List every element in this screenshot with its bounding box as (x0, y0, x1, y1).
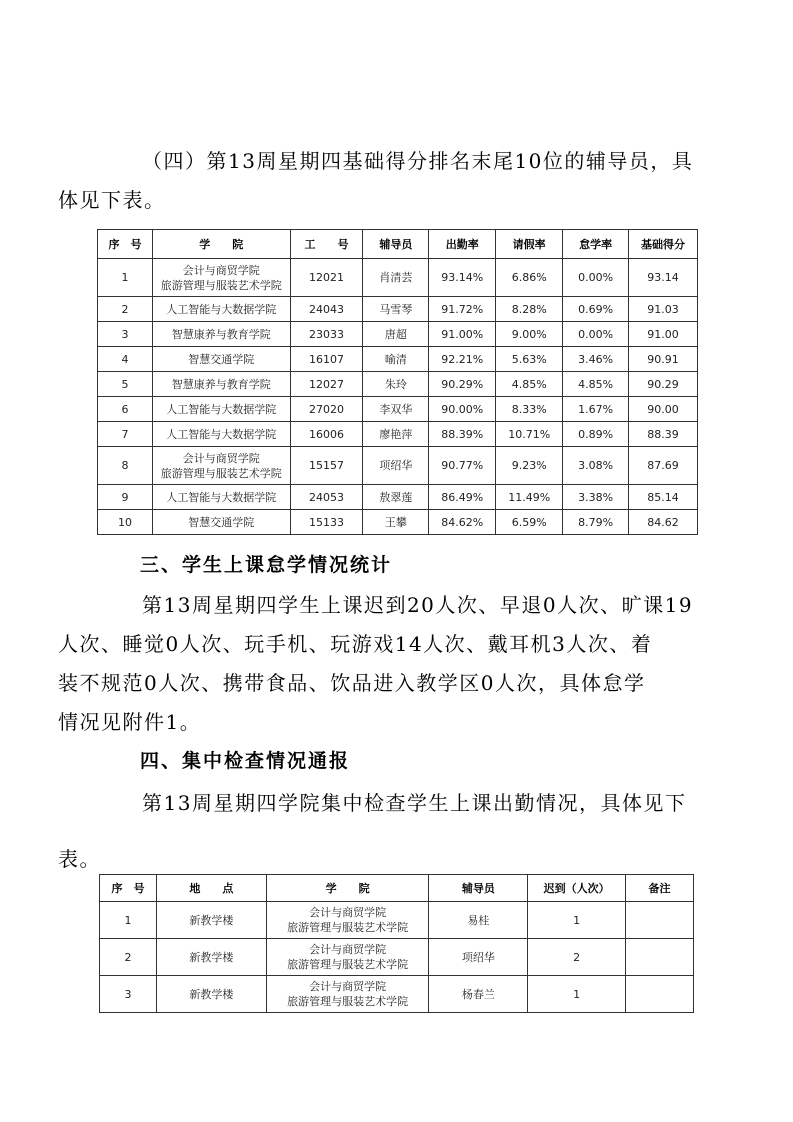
college-line: 旅游管理与服装艺术学院 (287, 995, 409, 1008)
counselor-name: 李双华 (363, 397, 429, 422)
note (626, 939, 694, 976)
header-cell: 序 号 (100, 875, 157, 902)
row-number: 3 (98, 322, 153, 347)
table-row (98, 485, 698, 510)
base-score: 87.69 (629, 447, 698, 485)
attendance-rate: 92.21% (429, 347, 496, 372)
college-line: 会计与商贸学院 (309, 943, 387, 956)
leave-rate: 5.63% (496, 347, 563, 372)
college-line: 人工智能与大数据学院 (166, 490, 277, 504)
counselor-name: 朱玲 (363, 372, 429, 397)
truancy-rate: 4.85% (563, 372, 629, 397)
header-cell: 基础得分 (629, 230, 698, 259)
counselor-name: 喻清 (363, 347, 429, 372)
attendance-rate: 86.49% (429, 485, 496, 510)
row-number: 2 (98, 297, 153, 322)
leave-rate: 10.71% (496, 422, 563, 447)
college-cell (152, 510, 290, 535)
college-line: 旅游管理与服装艺术学院 (160, 466, 282, 480)
leave-rate: 11.49% (496, 485, 563, 510)
section-four-sub-line2: 体见下表。 (58, 188, 166, 212)
table-row (100, 902, 694, 939)
college-line: 会计与商贸学院 (309, 980, 387, 993)
table-header-row (100, 875, 694, 902)
truancy-rate: 0.69% (563, 297, 629, 322)
late-count: 1 (528, 902, 626, 939)
college-cell (152, 372, 290, 397)
college-cell (152, 422, 290, 447)
section-three-line3: 装不规范0人次、携带食品、饮品进入教学区0人次，具体怠学 (58, 671, 646, 695)
college-line: 智慧康养与教育学院 (171, 327, 271, 341)
truancy-rate: 3.46% (563, 347, 629, 372)
staff-id: 15133 (290, 510, 363, 535)
college-line: 人工智能与大数据学院 (166, 302, 277, 316)
row-number: 4 (98, 347, 153, 372)
base-score: 85.14 (629, 485, 698, 510)
truancy-rate: 0.00% (563, 259, 629, 297)
location: 新教学楼 (156, 976, 266, 1013)
section-four-line2: 表。 (58, 847, 101, 871)
attendance-rate: 88.39% (429, 422, 496, 447)
truancy-rate: 0.00% (563, 322, 629, 347)
college-line: 会计与商贸学院 (182, 451, 260, 465)
section-four-sub-line1: （四）第13周星期四基础得分排名末尾10位的辅导员，具 (142, 149, 694, 173)
section-four-sub-paragraph (58, 142, 700, 220)
counselor-name: 马雪琴 (363, 297, 429, 322)
base-score: 90.91 (629, 347, 698, 372)
college-cell (152, 259, 290, 297)
attendance-rate: 90.77% (429, 447, 496, 485)
section-four-heading: 四、集中检查情况通报 (140, 750, 351, 772)
attendance-rate: 90.29% (429, 372, 496, 397)
leave-rate: 6.59% (496, 510, 563, 535)
counselor-name: 杨春兰 (429, 976, 528, 1013)
college-line: 旅游管理与服装艺术学院 (287, 958, 409, 971)
truancy-rate: 3.08% (563, 447, 629, 485)
row-number: 9 (98, 485, 153, 510)
truancy-rate: 1.67% (563, 397, 629, 422)
counselor-name: 易桂 (429, 902, 528, 939)
section-three-paragraph (58, 586, 700, 742)
section-three-heading: 三、学生上课怠学情况统计 (140, 554, 393, 576)
staff-id: 24053 (290, 485, 363, 510)
row-number: 7 (98, 422, 153, 447)
college-cell (152, 322, 290, 347)
header-cell: 工 号 (290, 230, 363, 259)
row-number: 6 (98, 397, 153, 422)
college-line: 旅游管理与服装艺术学院 (160, 278, 282, 292)
table-row (98, 259, 698, 297)
college-cell (152, 397, 290, 422)
college-line: 人工智能与大数据学院 (166, 427, 277, 441)
leave-rate: 6.86% (496, 259, 563, 297)
college-line: 旅游管理与服装艺术学院 (287, 921, 409, 934)
inspection-table (99, 874, 694, 1013)
row-number: 2 (100, 939, 157, 976)
staff-id: 23033 (290, 322, 363, 347)
college-cell (152, 447, 290, 485)
counselor-name: 项绍华 (363, 447, 429, 485)
table-row (98, 322, 698, 347)
header-cell: 请假率 (496, 230, 563, 259)
staff-id: 27020 (290, 397, 363, 422)
attendance-rate: 93.14% (429, 259, 496, 297)
counselor-name: 肖清芸 (363, 259, 429, 297)
base-score: 88.39 (629, 422, 698, 447)
row-number: 3 (100, 976, 157, 1013)
note (626, 902, 694, 939)
header-cell: 迟到（人次） (528, 875, 626, 902)
base-score: 90.29 (629, 372, 698, 397)
table-row (98, 347, 698, 372)
row-number: 10 (98, 510, 153, 535)
college-line: 会计与商贸学院 (309, 906, 387, 919)
table-row (98, 510, 698, 535)
counselor-name: 王攀 (363, 510, 429, 535)
row-number: 1 (100, 902, 157, 939)
attendance-rate: 91.00% (429, 322, 496, 347)
counselor-ranking-table (97, 229, 698, 535)
section-three-line2: 人次、睡觉0人次、玩手机、玩游戏14人次、戴耳机3人次、着 (58, 632, 653, 656)
header-cell: 备注 (626, 875, 694, 902)
attendance-rate: 91.72% (429, 297, 496, 322)
staff-id: 24043 (290, 297, 363, 322)
leave-rate: 4.85% (496, 372, 563, 397)
row-number: 1 (98, 259, 153, 297)
row-number: 5 (98, 372, 153, 397)
base-score: 93.14 (629, 259, 698, 297)
college-line: 智慧康养与教育学院 (171, 377, 271, 391)
leave-rate: 8.33% (496, 397, 563, 422)
header-cell: 出勤率 (429, 230, 496, 259)
header-cell: 学 院 (152, 230, 290, 259)
header-cell: 辅导员 (429, 875, 528, 902)
staff-id: 15157 (290, 447, 363, 485)
staff-id: 12021 (290, 259, 363, 297)
college-cell (266, 976, 429, 1013)
header-cell: 序 号 (98, 230, 153, 259)
location: 新教学楼 (156, 902, 266, 939)
table-row (98, 297, 698, 322)
table-row (98, 397, 698, 422)
note (626, 976, 694, 1013)
staff-id: 16107 (290, 347, 363, 372)
college-cell (152, 347, 290, 372)
attendance-rate: 90.00% (429, 397, 496, 422)
truancy-rate: 0.89% (563, 422, 629, 447)
section-four-line1: 第13周星期四学院集中检查学生上课出勤情况，具体见下 (142, 791, 687, 815)
truancy-rate: 3.38% (563, 485, 629, 510)
late-count: 2 (528, 939, 626, 976)
leave-rate: 9.00% (496, 322, 563, 347)
row-number: 8 (98, 447, 153, 485)
base-score: 90.00 (629, 397, 698, 422)
counselor-name: 唐超 (363, 322, 429, 347)
staff-id: 16006 (290, 422, 363, 447)
counselor-name: 项绍华 (429, 939, 528, 976)
header-cell: 怠学率 (563, 230, 629, 259)
header-cell: 学 院 (266, 875, 429, 902)
college-line: 会计与商贸学院 (182, 263, 260, 277)
college-cell (152, 297, 290, 322)
table-row (98, 447, 698, 485)
header-cell: 辅导员 (363, 230, 429, 259)
college-cell (266, 902, 429, 939)
table-header-row (98, 230, 698, 259)
table-row (100, 976, 694, 1013)
base-score: 91.00 (629, 322, 698, 347)
attendance-rate: 84.62% (429, 510, 496, 535)
section-three-line4: 情况见附件1。 (58, 710, 202, 734)
college-line: 智慧交通学院 (188, 515, 255, 529)
header-cell: 地 点 (156, 875, 266, 902)
leave-rate: 9.23% (496, 447, 563, 485)
leave-rate: 8.28% (496, 297, 563, 322)
college-line: 人工智能与大数据学院 (166, 402, 277, 416)
counselor-name: 敖翠莲 (363, 485, 429, 510)
section-three-line1: 第13周星期四学生上课迟到20人次、早退0人次、旷课19 (142, 593, 694, 617)
table-row (98, 422, 698, 447)
college-cell (152, 485, 290, 510)
base-score: 91.03 (629, 297, 698, 322)
staff-id: 12027 (290, 372, 363, 397)
college-cell (266, 939, 429, 976)
truancy-rate: 8.79% (563, 510, 629, 535)
counselor-name: 廖艳萍 (363, 422, 429, 447)
table-row (98, 372, 698, 397)
location: 新教学楼 (156, 939, 266, 976)
table-row (100, 939, 694, 976)
late-count: 1 (528, 976, 626, 1013)
college-line: 智慧交通学院 (188, 352, 255, 366)
base-score: 84.62 (629, 510, 698, 535)
